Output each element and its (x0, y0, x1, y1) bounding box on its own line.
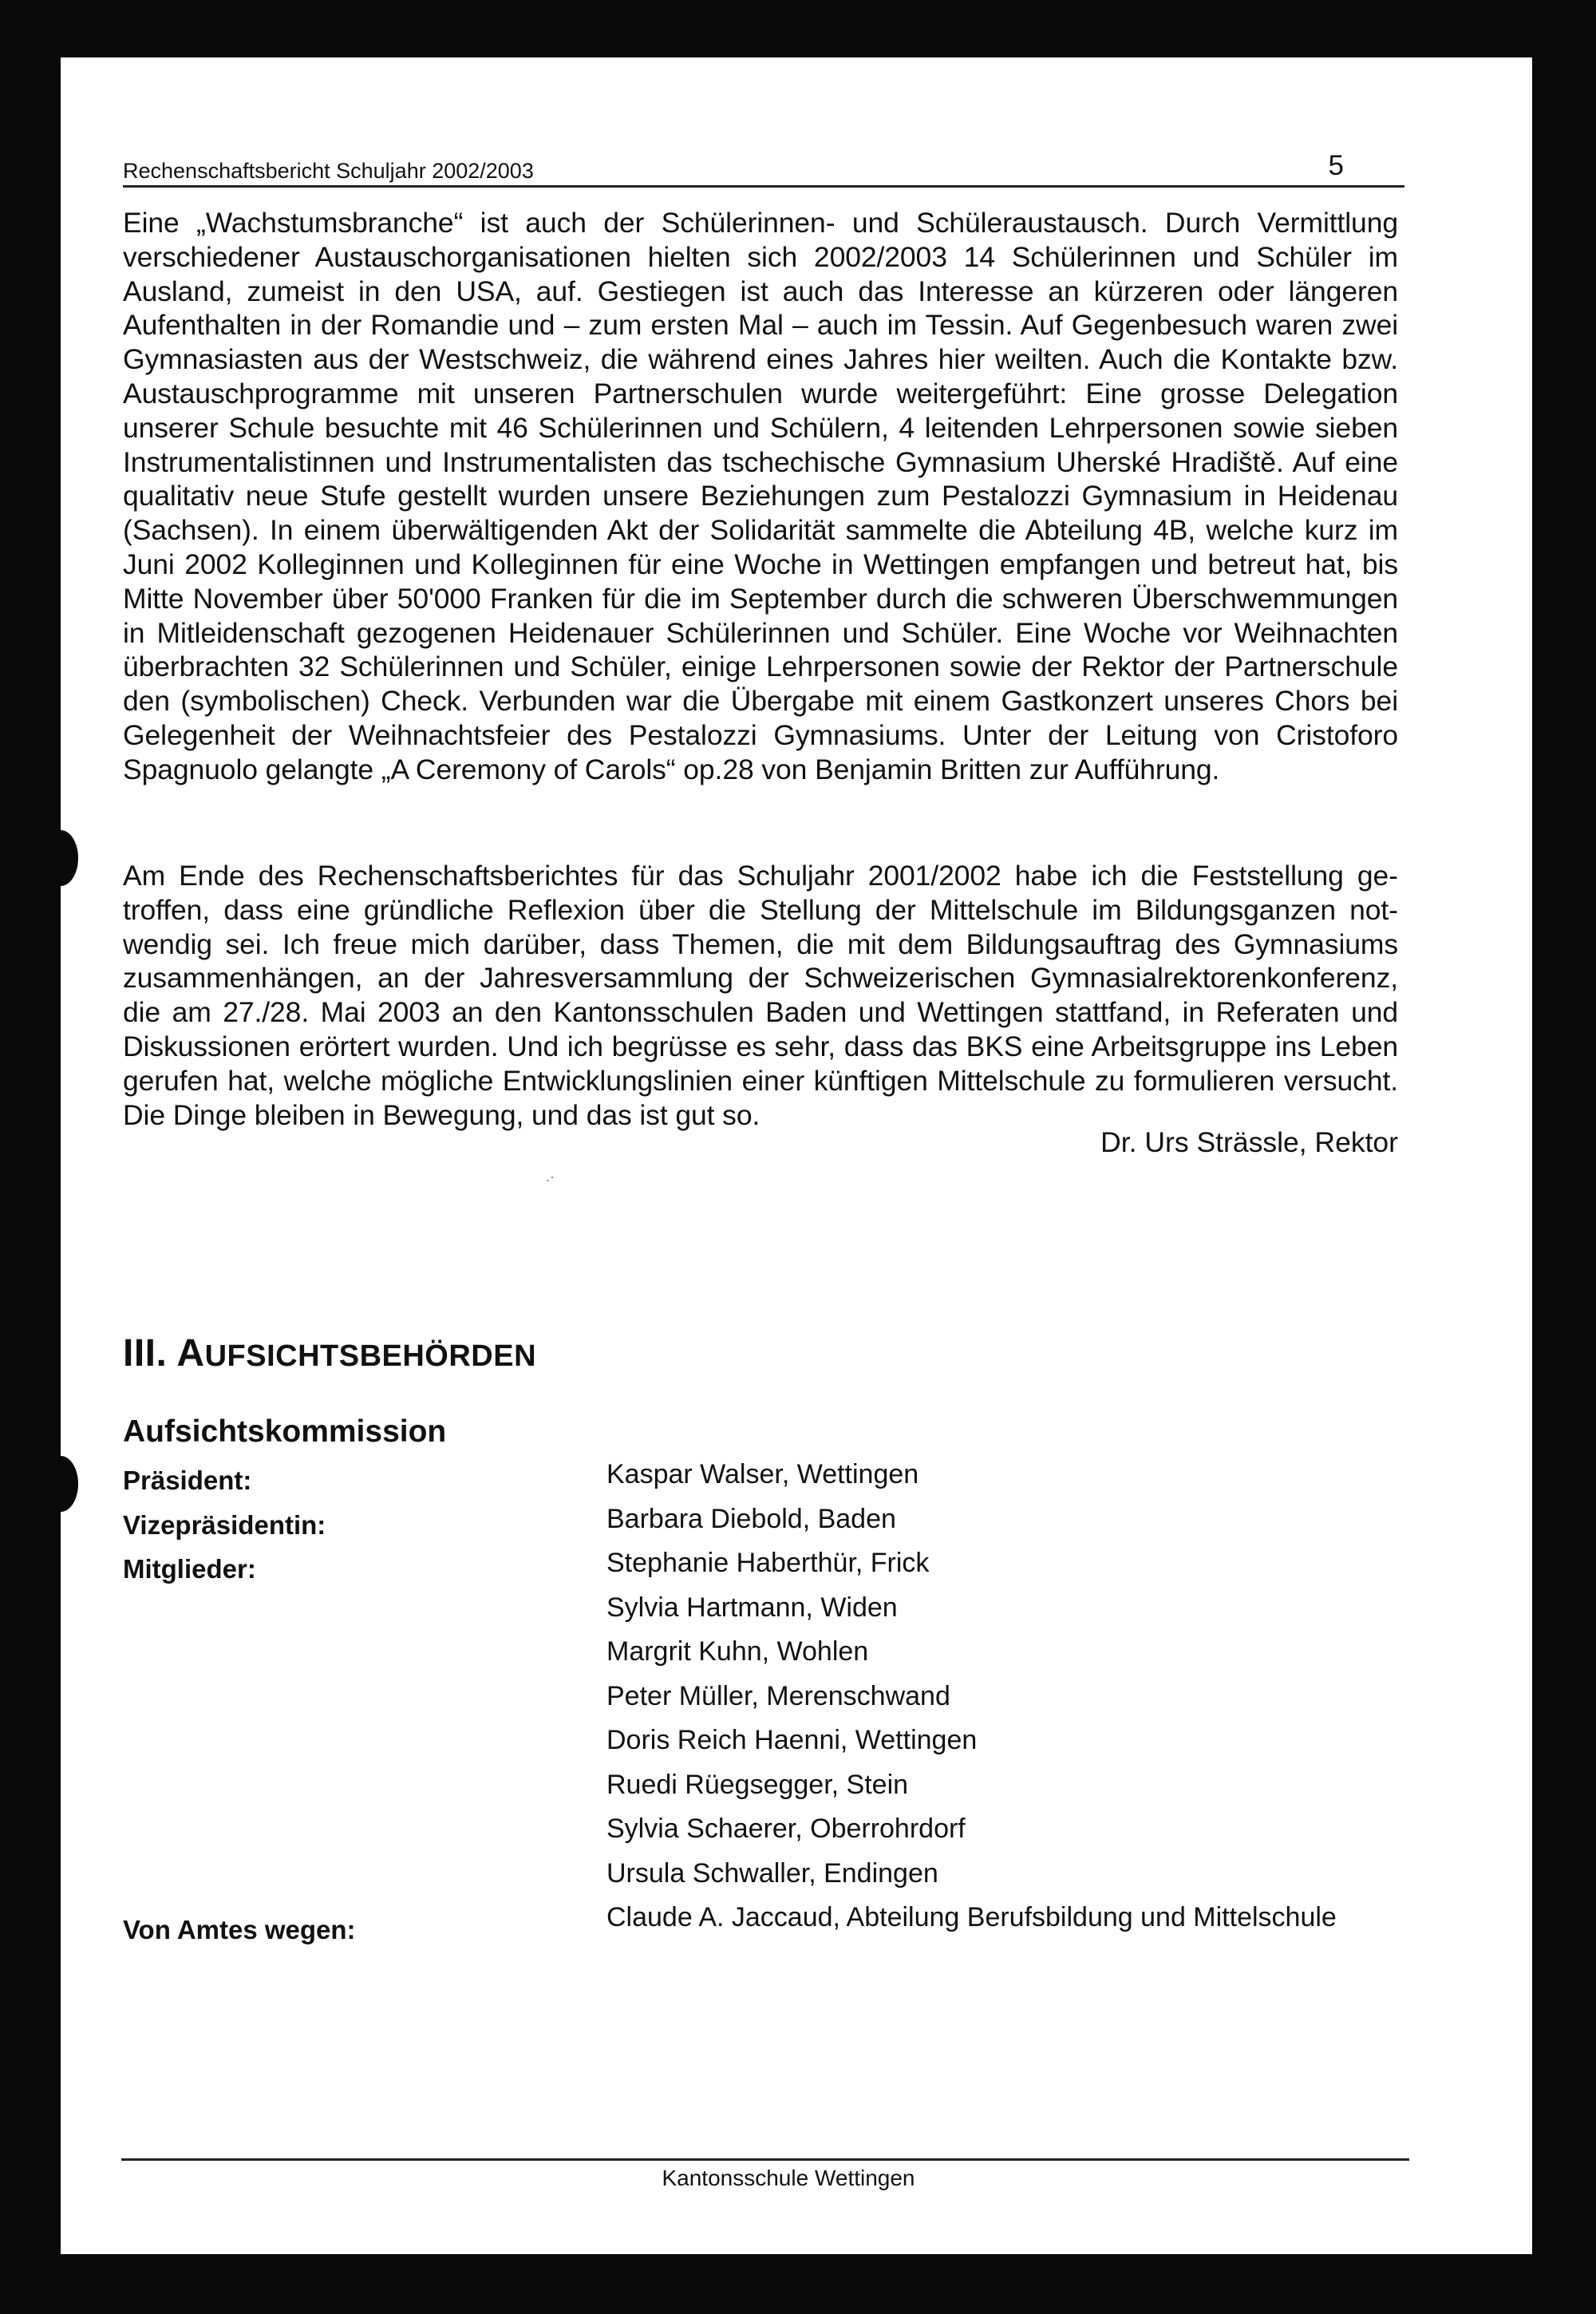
header-title: Rechenschaftsbericht Schuljahr 2002/2003 (123, 159, 534, 183)
section-numeral: III. (123, 1332, 168, 1375)
section-heading (123, 1331, 536, 1375)
document-page (61, 57, 1532, 2254)
signature: Dr. Urs Strässle, Rektor (1100, 1126, 1398, 1158)
committee-list (123, 1459, 1432, 1947)
committee-member-name: Peter Müller, Merenschwand (606, 1680, 950, 1711)
committee-row (123, 1636, 1432, 1681)
committee-member-name: Sylvia Hartmann, Widen (606, 1592, 898, 1623)
committee-row (123, 1725, 1432, 1770)
footer-text: Kantonsschule Wettingen (662, 2166, 915, 2190)
punch-hole (43, 830, 78, 886)
punch-hole (43, 1456, 78, 1512)
committee-row (123, 1770, 1432, 1814)
section-initial: A (176, 1332, 205, 1375)
committee-member-name: Margrit Kuhn, Wohlen (606, 1636, 869, 1667)
section-title-rest: UFSICHTSBEHÖRDEN (204, 1339, 537, 1373)
page-number: 5 (1328, 150, 1344, 181)
committee-row (123, 1681, 1432, 1726)
committee-row (123, 1504, 1432, 1549)
stray-mark: .· (546, 1169, 555, 1185)
committee-role-label: Von Amtes wegen: (123, 1915, 356, 1944)
committee-role-label: Präsident: (123, 1466, 252, 1495)
committee-member-name: Claude A. Jaccaud, Abteilung Berufsbildung und Mittelschule (606, 1902, 1337, 1932)
committee-member-name: Doris Reich Haenni, Wettingen (606, 1725, 978, 1755)
committee-member-name: Ursula Schwaller, Endingen (606, 1857, 938, 1889)
committee-row (123, 1814, 1432, 1858)
committee-role-label: Vizepräsidentin: (123, 1509, 326, 1540)
committee-row (123, 1858, 1432, 1903)
committee-row (123, 1592, 1432, 1637)
page-footer (121, 2158, 1409, 2191)
committee-title: Aufsichtskommission (123, 1414, 447, 1449)
committee-row (123, 1459, 1432, 1504)
running-header (123, 150, 1404, 188)
committee-member-name: Ruedi Rüegsegger, Stein (606, 1769, 909, 1800)
committee-member-name: Stephanie Haberthür, Frick (606, 1548, 930, 1578)
committee-member-name: Barbara Diebold, Baden (606, 1503, 896, 1534)
paragraph-exchange: Eine „Wachstumsbranche“ ist auch der Schülerinnen- und Schüleraustausch. Durch Vermittlung verschiedener Austauschorganisationen hielten sich 2002/2003 14 Schülerinnen und Schüler im Ausland, zumeist in den USA, auf. Gestiegen ist auch das Interesse an kürzeren oder längeren Aufenthalten in der Romandie und – zum ersten Mal – auch im Tessin. Auf Gegenbesuch waren zwei Gymnasiasten aus der Westschweiz, die während eines Jahres hier weilten. Auch die Kontakte bzw. Austauschprogramme mit unseren Partnerschulen wurde weitergeführt: Eine grosse Delegation unserer Schule besuchte mit 46 Schülerinnen und Schülern, 4 leitenden Lehrpersonen sowie sieben Instrumentalistinnen und Instrumentalisten das tschechische Gymnasium Uherské Hradiště. Auf eine qualitativ neue Stufe gestellt wurden unsere Beziehungen zum Pestalozzi Gymnasium in Heidenau (Sachsen). In einem überwältigenden Akt der Solidarität sammelte die Abteilung 4B, welche kurz im Juni 2002 Kolleginnen und Kolleginnen für eine Woche in Wettingen empfangen und betreut hat, bis Mitte November über 50'000 Franken für die im September durch die schweren Überschwemmungen in Mitleidenschaft gezogenen Heidenauer Schülerinnen und Schüler. Eine Woche vor Weihnachten überbrachten 32 Schülerinnen und Schüler, einige Lehrpersonen sowie der Rektor der Partnerschule den (symbolischen) Check. Verbunden war die Übergabe mit einem Gastkonzert unseres Chors bei Gelegenheit der Weihnachtsfeier des Pestalozzi Gymnasiums. Unter der Leitung von Cristoforo Spagnuolo gelangte „A Ceremony of Carols“ op.28 von Benjamin Britten zur Aufführung. (123, 207, 1398, 785)
committee-member-name: Kaspar Walser, Wettingen (606, 1459, 919, 1489)
committee-member-name: Sylvia Schaerer, Oberrohrdorf (606, 1814, 966, 1844)
paragraph-closing: Am Ende des Rechenschaftsberichtes für das Schuljahr 2001/2002 habe ich die Feststellung getroffen, dass eine gründliche Reflexion über die Stellung der Mittelschule im Bildungsganzen notwendig sei. Ich freue mich darüber, dass Themen, die mit dem Bildungsauftrag des Gymnasiums zusammenhängen, an der Jahresversammlung der Schweizerischen Gymnasialrektorenkonferenz, die am 27./28. Mai 2003 an den Kantonsschulen Baden und Wettingen stattfand, in Referaten und Diskussionen erörtert wurden. Und ich begrüsse es sehr, dass das BKS eine Arbeitsgruppe ins Leben gerufen hat, welche mögliche Entwicklungslinien einer künftigen Mittelschule zu formulieren versucht. Die Dinge bleiben in Bewegung, und das ist gut so. (123, 860, 1398, 1131)
committee-row (123, 1902, 1432, 1947)
committee-role-label: Mitglieder: (123, 1554, 256, 1584)
committee-row (123, 1548, 1432, 1592)
